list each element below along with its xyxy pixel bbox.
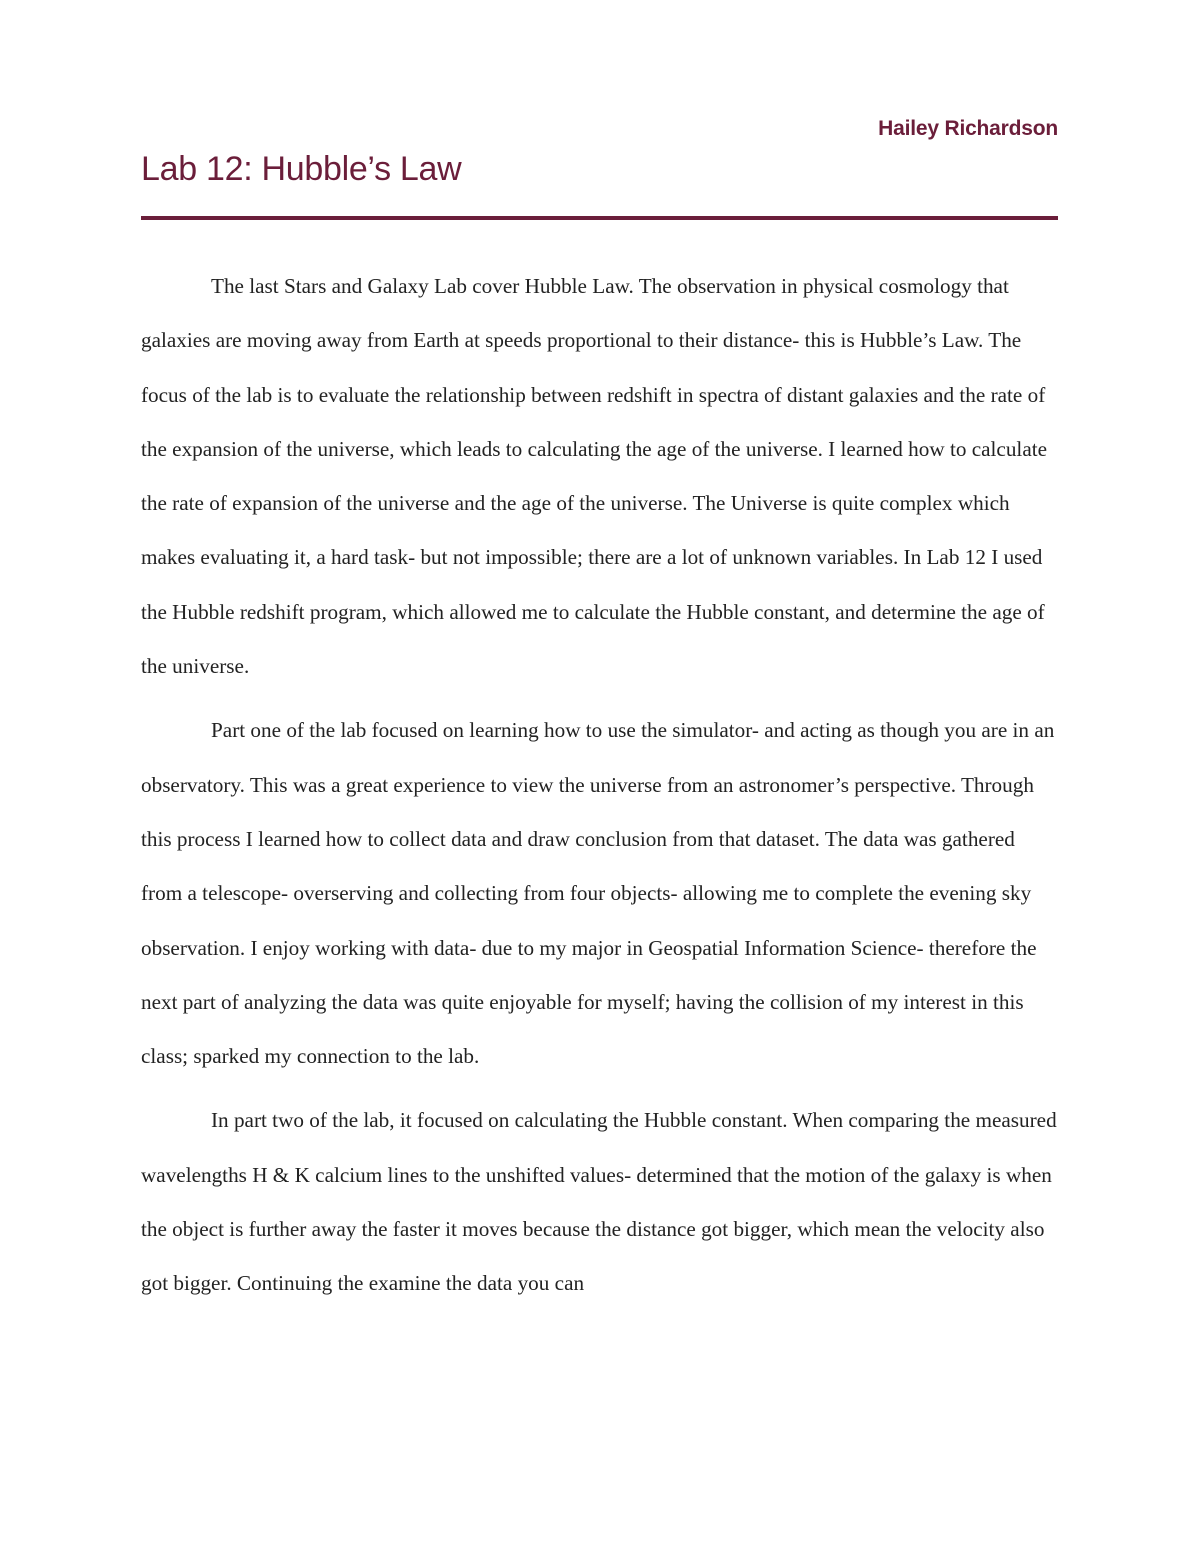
author-name: Hailey Richardson: [878, 117, 1058, 140]
document-body: [141, 259, 1059, 1321]
paragraph-3: In part two of the lab, it focused on calculating the Hubble constant. When comparing the measured wavelengths H & K calcium lines to the unshifted values- determined that the motion of the galaxy is when the object is further away the faster it moves because the distance got bigger, which mean the velocity also got bigger. Continuing the examine the data you can: [141, 1108, 1057, 1296]
document-title: Lab 12: Hubble’s Law: [141, 150, 462, 188]
paragraph-1: The last Stars and Galaxy Lab cover Hubble Law. The observation in physical cosmology that galaxies are moving away from Earth at speeds proportional to their distance- this is Hubble’s Law. The focus of the lab is to evaluate the relationship between redshift in spectra of distant galaxies and the rate of the expansion of the universe, which leads to calculating the age of the universe. I learned how to calculate the rate of expansion of the universe and the age of the universe. The Universe is quite complex which makes evaluating it, a hard task- but not impossible; there are a lot of unknown variables. In Lab 12 I used the Hubble redshift program, which allowed me to calculate the Hubble constant, and determine the age of the universe.: [141, 274, 1048, 679]
paragraph-2: Part one of the lab focused on learning how to use the simulator- and acting as though you are in an observatory. This was a great experience to view the universe from an astronomer’s perspective. Through this process I learned how to collect data and draw conclusion from that dataset. The data was gathered from a telescope- overserving and collecting from four objects- allowing me to complete the evening sky observation. I enjoy working with data- due to my major in Geospatial Information Science- therefore the next part of analyzing the data was quite enjoyable for myself; having the collision of my interest in this class; sparked my connection to the lab.: [141, 718, 1055, 1069]
title-divider: [141, 216, 1058, 220]
